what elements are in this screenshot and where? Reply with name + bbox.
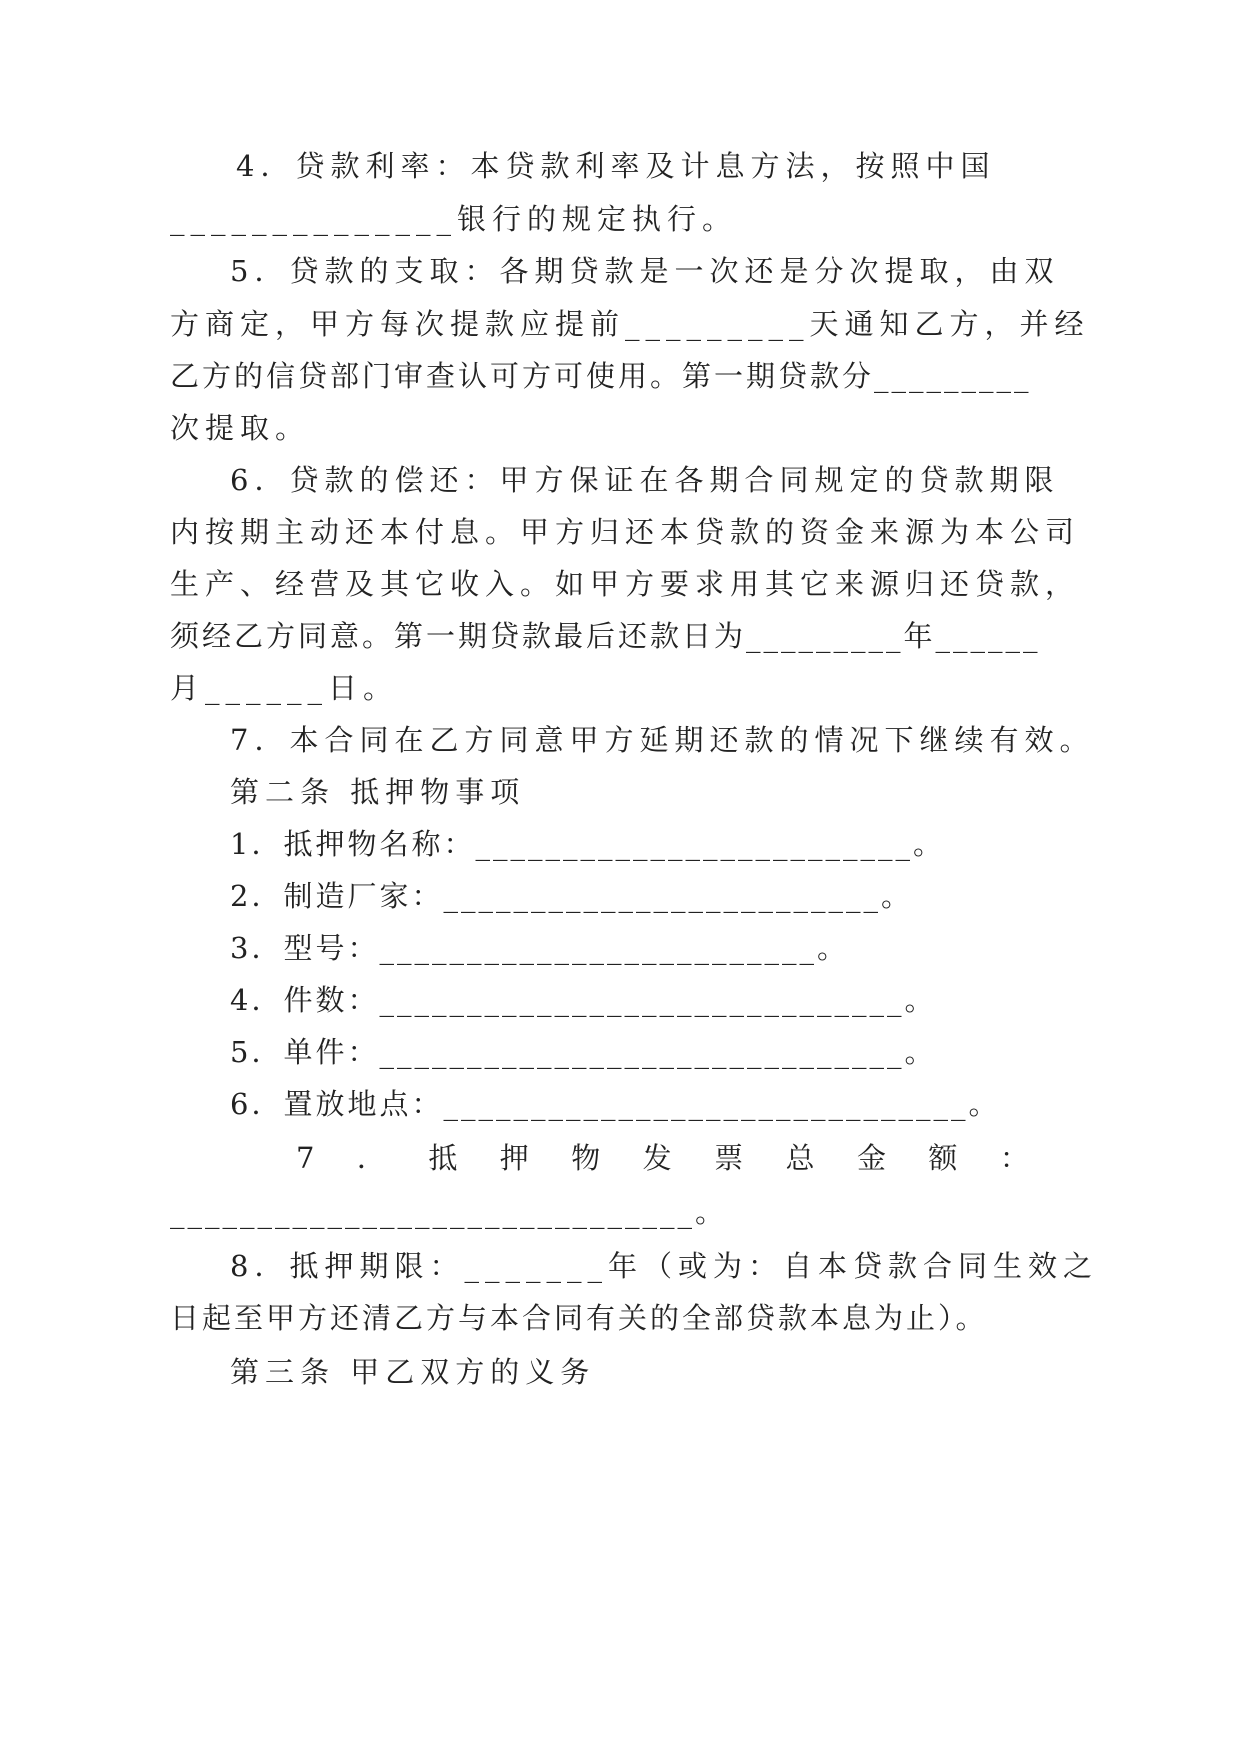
text-line: 7 ． 抵 押 物 发 票 总 金 额 ： <box>296 1141 1037 1175</box>
text-line: 4．贷款利率：本贷款利率及计息方法，按照中国 <box>236 149 996 183</box>
text-line: 4．件数：______________________________。 <box>230 983 937 1017</box>
text-line: 乙方的信贷部门审查认可方可使用。第一期贷款分_________ <box>170 359 1032 393</box>
text-line: 方商定，甲方每次提款应提前_________天通知乙方，并经 <box>170 307 1090 341</box>
text-line: 8．抵押期限：_______年（或为：自本贷款合同生效之 <box>230 1249 1098 1283</box>
text-line: 生产、经营及其它收入。如甲方要求用其它来源归还贷款， <box>170 567 1081 601</box>
text-line: 2．制造厂家：_________________________。 <box>230 879 913 913</box>
section-heading: 第二条 抵押物事项 <box>230 775 526 809</box>
text-line: 内按期主动还本付息。甲方归还本贷款的资金来源为本公司 <box>170 515 1081 549</box>
text-line: 6．置放地点：______________________________。 <box>230 1087 1001 1121</box>
text-line: ______________银行的规定执行。 <box>170 202 738 236</box>
text-line: 月______日。 <box>170 671 399 705</box>
text-line: 7．本合同在乙方同意甲方延期还款的情况下继续有效。 <box>230 723 1095 757</box>
text-line: 5．贷款的支取：各期贷款是一次还是分次提取，由双 <box>230 254 1060 288</box>
text-line: 1．抵押物名称：_________________________。 <box>230 827 945 861</box>
section-heading: 第三条 甲乙双方的义务 <box>230 1355 596 1389</box>
text-line: 5．单件：______________________________。 <box>230 1035 937 1069</box>
text-line: 须经乙方同意。第一期贷款最后还款日为_________年______ <box>170 619 1041 653</box>
text-line: 次提取。 <box>170 411 311 445</box>
text-line: 3．型号：_________________________。 <box>230 931 849 965</box>
text-line: 日起至甲方还清乙方与本合同有关的全部贷款本息为止）。 <box>170 1301 988 1335</box>
text-line: ______________________________。 <box>170 1195 728 1229</box>
text-line: 6．贷款的偿还：甲方保证在各期合同规定的贷款期限 <box>230 463 1060 497</box>
